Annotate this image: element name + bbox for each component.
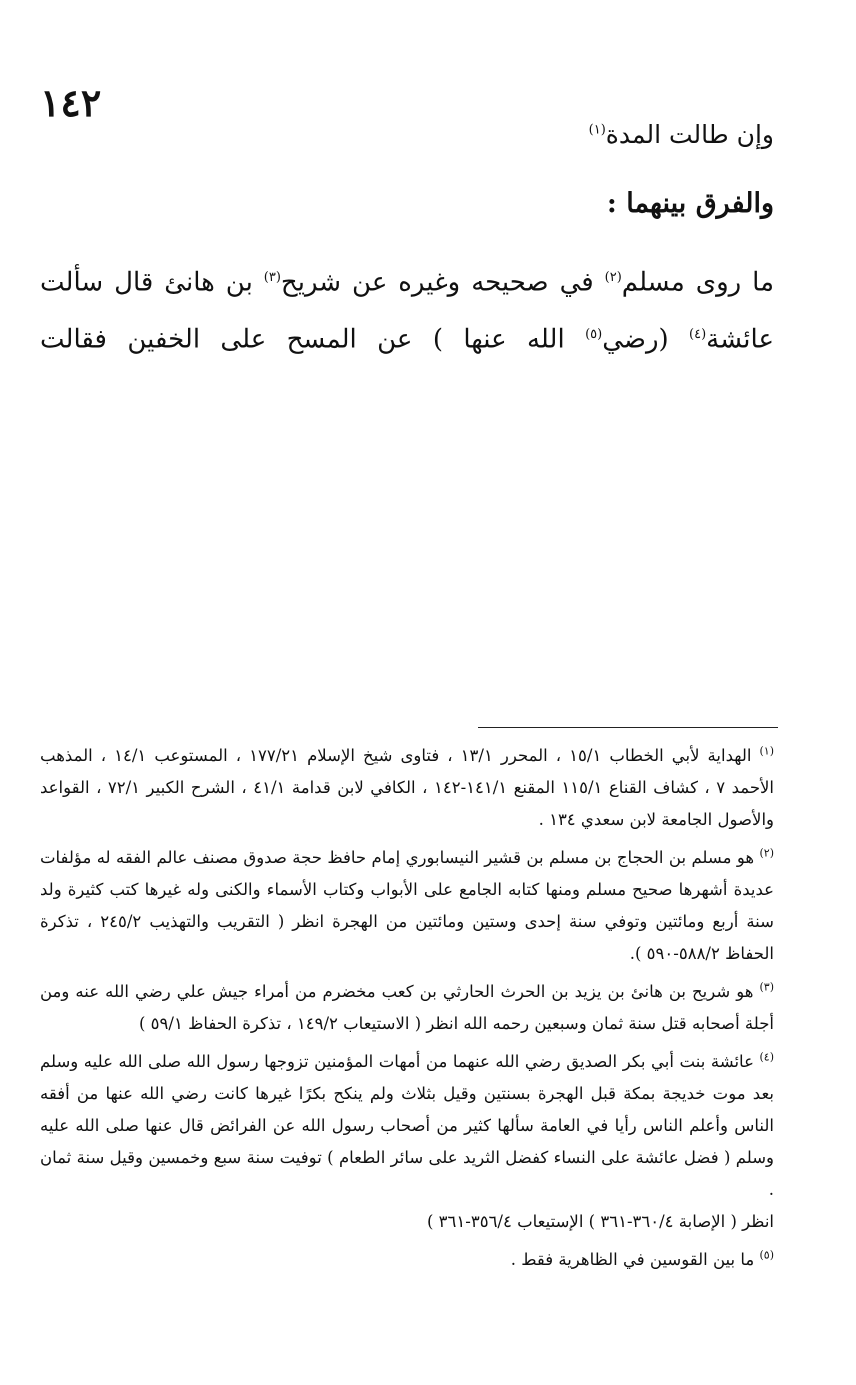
footnote-ref-3[interactable]: (٣) xyxy=(263,270,281,285)
footnote-4 xyxy=(40,1046,774,1238)
body-line-1 xyxy=(40,120,774,149)
section-heading: والفرق بينهما : xyxy=(606,188,774,219)
footnote-ref-5[interactable]: (٥) xyxy=(585,326,603,342)
footnote-2 xyxy=(40,842,774,970)
footnote-text: الهداية لأبي الخطاب ١٥/١ ، المحرر ١٣/١ ، فتاوى شيخ الإسلام ١٧٧/٢١ ، المستوعب ١٤/١ ، المذهب الأحمد ٧ ، كشاف القناع ١١٥/١ المقنع ١٤١/١-١٤٢ ، الكافي لابن قدامة ٤١/١ ، الشرح الكبير ٧٢/١ ، القواعد والأصول الجامعة لابن سعدي ١٣٤ . xyxy=(40,746,775,829)
footnote-number: (٣) xyxy=(759,980,774,994)
footnote-ref-2[interactable]: (٢) xyxy=(604,270,622,285)
footnote-number: (٥) xyxy=(759,1248,774,1262)
para-text-1: ما روى مسلم xyxy=(621,267,775,298)
footnote-number: (١) xyxy=(759,744,775,758)
footnote-text: هو مسلم بن الحجاج بن مسلم بن قشير النيسابوري إمام حافظ حجة صدوق مصنف عالم الفقه له مؤلفات عديدة أشهرها صحيح مسلم ومنها كتابه الجامع على الأبواب وكتاب الأسماء والكنى وله غيرها كتب كثيرة ولد سنة أربع ومائتين وتوفي سنة إحدى وستين ومائتين من الهجرة انظر ( التقريب والتهذيب ٢٤٥/٢ ، تذكرة الحفاظ ٥٨٨/٢-٥٩٠ ). xyxy=(40,848,774,963)
footnote-ref-1[interactable]: (١) xyxy=(588,122,606,138)
footnote-ref-4[interactable]: (٤) xyxy=(689,326,707,342)
para-text-5: الله عنها ) عن المسح على الخفين فقالت xyxy=(40,324,586,355)
footnotes-section xyxy=(40,740,774,1282)
footnote-1 xyxy=(40,740,774,836)
body-paragraph xyxy=(40,252,774,365)
body-line-1-text: وإن طالت المدة xyxy=(605,120,774,149)
para-text-3: بن هانئ قال سألت عائشة xyxy=(40,267,774,355)
page-number: ١٤٢ xyxy=(40,80,102,125)
footnote-text: عائشة بنت أبي بكر الصديق رضي الله عنهما من أمهات المؤمنين تزوجها رسول الله صلى الله عليه وسلم بعد موت خديجة بمكة قبل الهجرة بسنتين وقيل بثلاث ولم ينكح بكرًا غيرها كانت رضي الله عنها من أفقه الناس وأعلم الناس رأيا في العامة سألها كثير من أصحاب رسول الله عن الفرائض قال عنها صلى الله عليه وسلم ( فضل عائشة على النساء كفضل الثريد على سائر الطعام ) توفيت سنة سبع وخمسين وقيل سنة ثمان . xyxy=(40,1052,774,1199)
footnote-text-continued: انظر ( الإصابة ٣٦٠/٤-٣٦١ ) الإستيعاب ٣٥٦/٤-٣٦١ ) xyxy=(426,1212,774,1231)
footnote-text: هو شريح بن هانئ بن يزيد بن الحرث الحارثي بن كعب مخضرم من أمراء جيش علي رضي الله عنه ومن أجلة أصحابه قتل سنة ثمان وسبعين رحمه الله انظر ( الاستيعاب ١٤٩/٢ ، تذكرة الحفاظ ٥٩/١ ) xyxy=(40,982,774,1033)
footnote-divider xyxy=(478,727,778,728)
footnote-5 xyxy=(40,1244,774,1276)
footnote-text: ما بين القوسين في الظاهرية فقط . xyxy=(510,1250,755,1269)
footnote-number: (٢) xyxy=(759,846,774,860)
footnote-number: (٤) xyxy=(759,1050,774,1064)
para-text-2: في صحيحه وغيره عن شريح xyxy=(280,267,605,298)
footnote-3 xyxy=(40,976,774,1040)
para-text-4: (رضي xyxy=(602,324,690,355)
